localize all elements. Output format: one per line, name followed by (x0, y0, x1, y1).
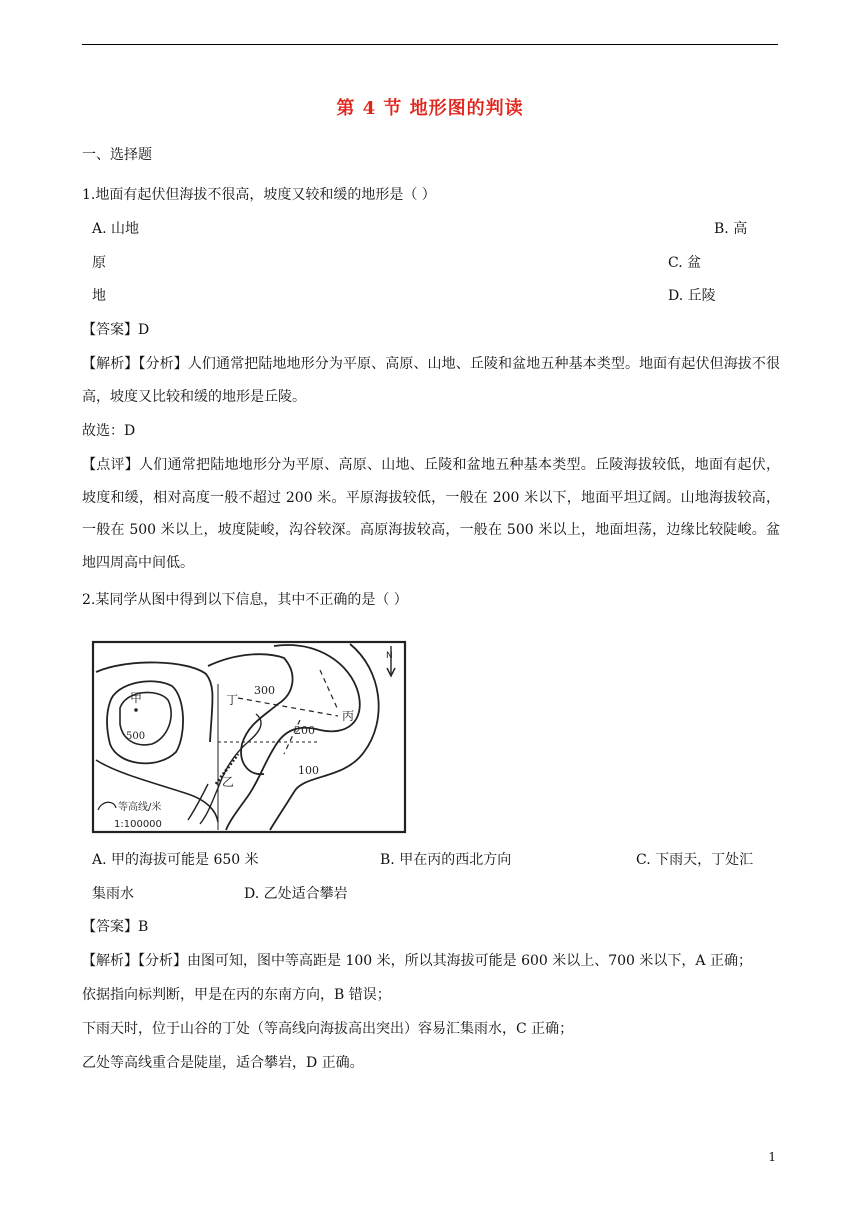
header-rule (82, 44, 778, 45)
contour-100: 100 (298, 764, 319, 777)
q1-stem: 1.地面有起伏但海拔不很高，坡度又较和缓的地形是（ ） (82, 187, 436, 203)
q2-option-d: D. 乙处适合攀岩 (244, 886, 348, 902)
label-ding: 丁 (226, 693, 239, 707)
page-number: 1 (768, 1150, 776, 1164)
q1-option-b: B. 高 (714, 221, 748, 237)
q1-option-c-cont: 地 (92, 288, 106, 304)
q1-option-a: A. 山地 (92, 221, 140, 237)
q1-option-d: D. 丘陵 (668, 288, 716, 304)
q2-stem: 2.某同学从图中得到以下信息，其中不正确的是（ ） (82, 592, 408, 608)
section-heading: 一、选择题 (82, 147, 152, 163)
q1-comment: 【点评】人们通常把陆地地形分为平原、高原、山地、丘陵和盆地五种基本类型。丘陵海拔较低，地面有起伏，坡度和缓，相对高度一般不超过 200 米。平原海拔较低，一般在 200 米以下，地面平坦辽阔。山地海拔较高，一般在 500 米以上，坡度陡峻，沟谷较深。高原海拔较高，一般在 500 米以上，地面坦荡，边缘比较陡峻。盆地四周高中间低。 (82, 457, 780, 571)
label-jia: 甲 (130, 691, 143, 705)
q1-analysis: 【解析】【分析】人们通常把陆地地形分为平原、高原、山地、丘陵和盆地五种基本类型。地面有起伏但海拔不很高，坡度又比较和缓的地形是丘陵。 (82, 356, 780, 405)
contour-500: 500 (126, 731, 146, 742)
q2-analysis-line1: 【解析】【分析】由图可知，图中等高距是 100 米，所以其海拔可能是 600 米以上、700 米以下，A 正确； (82, 953, 752, 969)
q1-option-c: C. 盆 (668, 255, 702, 271)
q2-analysis-line2: 依据指向标判断，甲是在丙的东南方向，B 错误； (82, 987, 391, 1003)
scale-label: 1:100000 (114, 819, 162, 830)
q1-answer: 【答案】D (82, 322, 150, 338)
q2-answer: 【答案】B (82, 919, 149, 935)
contour-map (88, 624, 408, 836)
label-yi: 乙 (222, 775, 235, 789)
q2-option-c-cont: 集雨水 (92, 886, 134, 902)
q2-option-c: C. 下雨天，丁处汇 (636, 852, 754, 868)
q1-choice: 故选：D (82, 423, 136, 439)
contour-200: 200 (294, 724, 315, 737)
page-title: 第 4 节 地形图的判读 (336, 98, 524, 119)
q1-option-b-cont: 原 (92, 255, 106, 271)
legend-label: 等高线/米 (118, 802, 162, 813)
q2-option-b: B. 甲在丙的西北方向 (380, 852, 512, 868)
label-bing: 丙 (342, 709, 355, 723)
q2-analysis-line4: 乙处等高线重合是陡崖，适合攀岩，D 正确。 (82, 1055, 364, 1071)
north-label: N (386, 651, 393, 661)
q2-option-a: A. 甲的海拔可能是 650 米 (92, 852, 259, 868)
contour-300: 300 (254, 684, 275, 697)
q2-analysis-line3: 下雨天时，位于山谷的丁处（等高线向海拔高出突出）容易汇集雨水，C 正确； (82, 1021, 574, 1037)
